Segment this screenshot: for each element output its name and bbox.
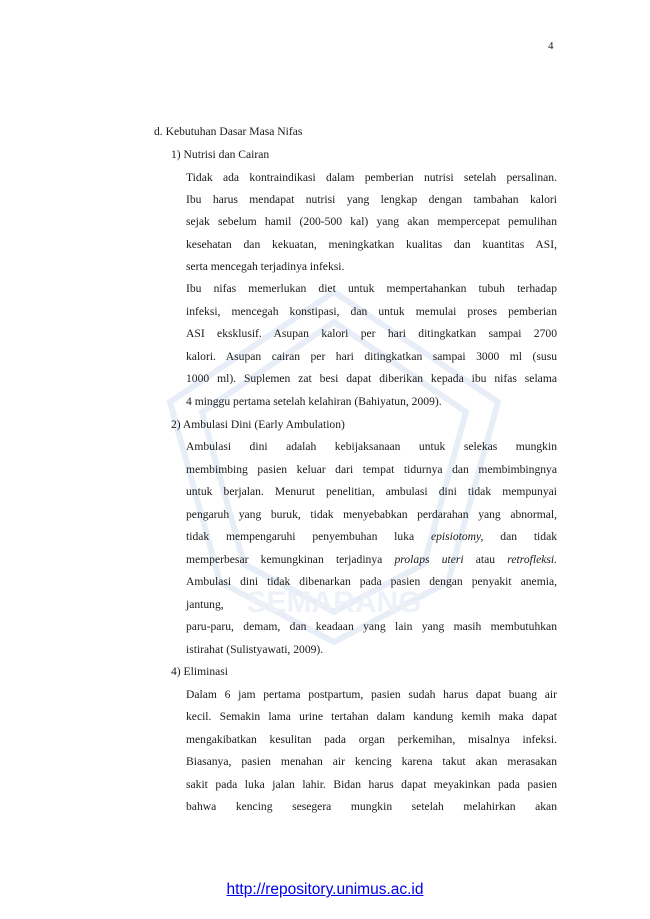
text-line: mengakibatkan kesulitan pada organ perkemihan, misalnya infeksi. bbox=[186, 733, 557, 746]
text-line: 4 minggu pertama setelah kelahiran (Bahiyatun, 2009). bbox=[186, 395, 442, 408]
text-line-italic-prolaps: memperbesar kemungkinan terjadinya prolaps uteri atau retrofleksi. bbox=[186, 553, 557, 566]
text-line: Ibu harus mendapat nutrisi yang lengkap dengan tambahan kalori bbox=[186, 193, 557, 206]
text-line: membimbing pasien keluar dari tempat tidurnya dan membimbingnya bbox=[186, 463, 557, 476]
svg-text:SEMARANG: SEMARANG bbox=[246, 586, 422, 619]
text-line: Ambulasi dini tidak dibenarkan pada pasien dengan penyakit anemia, bbox=[186, 575, 557, 588]
text-line: paru-paru, demam, dan keadaan yang lain yang masih membutuhkan bbox=[186, 620, 557, 633]
text-line: sejak sebelum hamil (200-500 kal) yang akan mempercepat pemulihan bbox=[186, 215, 557, 228]
text-line: Biasanya, pasien menahan air kencing karena takut akan merasakan bbox=[186, 755, 557, 768]
text-line: istirahat (Sulistyawati, 2009). bbox=[186, 643, 324, 656]
text-line: serta mencegah terjadinya infeksi. bbox=[186, 260, 345, 273]
text-line: pengaruh yang buruk, tidak menyebabkan perdarahan yang abnormal, bbox=[186, 508, 557, 521]
text-line: sakit pada luka jalan lahir. Bidan harus dapat meyakinkan pada pasien bbox=[186, 778, 557, 791]
text-line: untuk berjalan. Menurut penelitian, ambulasi dini tidak mempunyai bbox=[186, 485, 557, 498]
text-line: bahwa kencing sesegera mungkin setelah melahirkan akan bbox=[186, 800, 557, 813]
text-line: jantung, bbox=[186, 598, 224, 611]
section-heading: d. Kebutuhan Dasar Masa Nifas bbox=[154, 125, 303, 138]
text-line: ASI eksklusif. Asupan kalori per hari ditingkatkan sampai 2700 bbox=[186, 327, 557, 340]
subsection-heading-nutrition: 1) Nutrisi dan Cairan bbox=[171, 148, 270, 161]
subsection-heading-elimination: 4) Eliminasi bbox=[171, 665, 228, 678]
page-number: 4 bbox=[548, 40, 554, 52]
text-line: Ibu nifas memerlukan diet untuk mempertahankan tubuh terhadap bbox=[186, 282, 557, 295]
text-line: Ambulasi dini adalah kebijaksanaan untuk selekas mungkin bbox=[186, 440, 557, 453]
repository-footer-link[interactable]: http://repository.unimus.ac.id bbox=[226, 881, 424, 898]
text-line: infeksi, mencegah konstipasi, dan untuk memulai proses pemberian bbox=[186, 305, 557, 318]
text-line: Tidak ada kontraindikasi dalam pemberian nutrisi setelah persalinan. bbox=[186, 171, 557, 184]
text-line: Dalam 6 jam pertama postpartum, pasien sudah harus dapat buang air bbox=[186, 688, 557, 701]
subsection-heading-ambulation: 2) Ambulasi Dini (Early Ambulation) bbox=[171, 418, 345, 431]
text-line: 1000 ml). Suplemen zat besi dapat diberikan kepada ibu nifas selama bbox=[186, 372, 557, 385]
text-line: kesehatan dan kekuatan, meningkatkan kualitas dan kuantitas ASI, bbox=[186, 238, 557, 251]
text-line: kecil. Semakin lama urine tertahan dalam kandung kemih maka dapat bbox=[186, 710, 557, 723]
text-line: kalori. Asupan cairan per hari ditingkatkan sampai 3000 ml (susu bbox=[186, 350, 557, 363]
text-line-italic-episiotomy: tidak mempengaruhi penyembuhan luka episiotomy, dan tidak bbox=[186, 530, 558, 543]
